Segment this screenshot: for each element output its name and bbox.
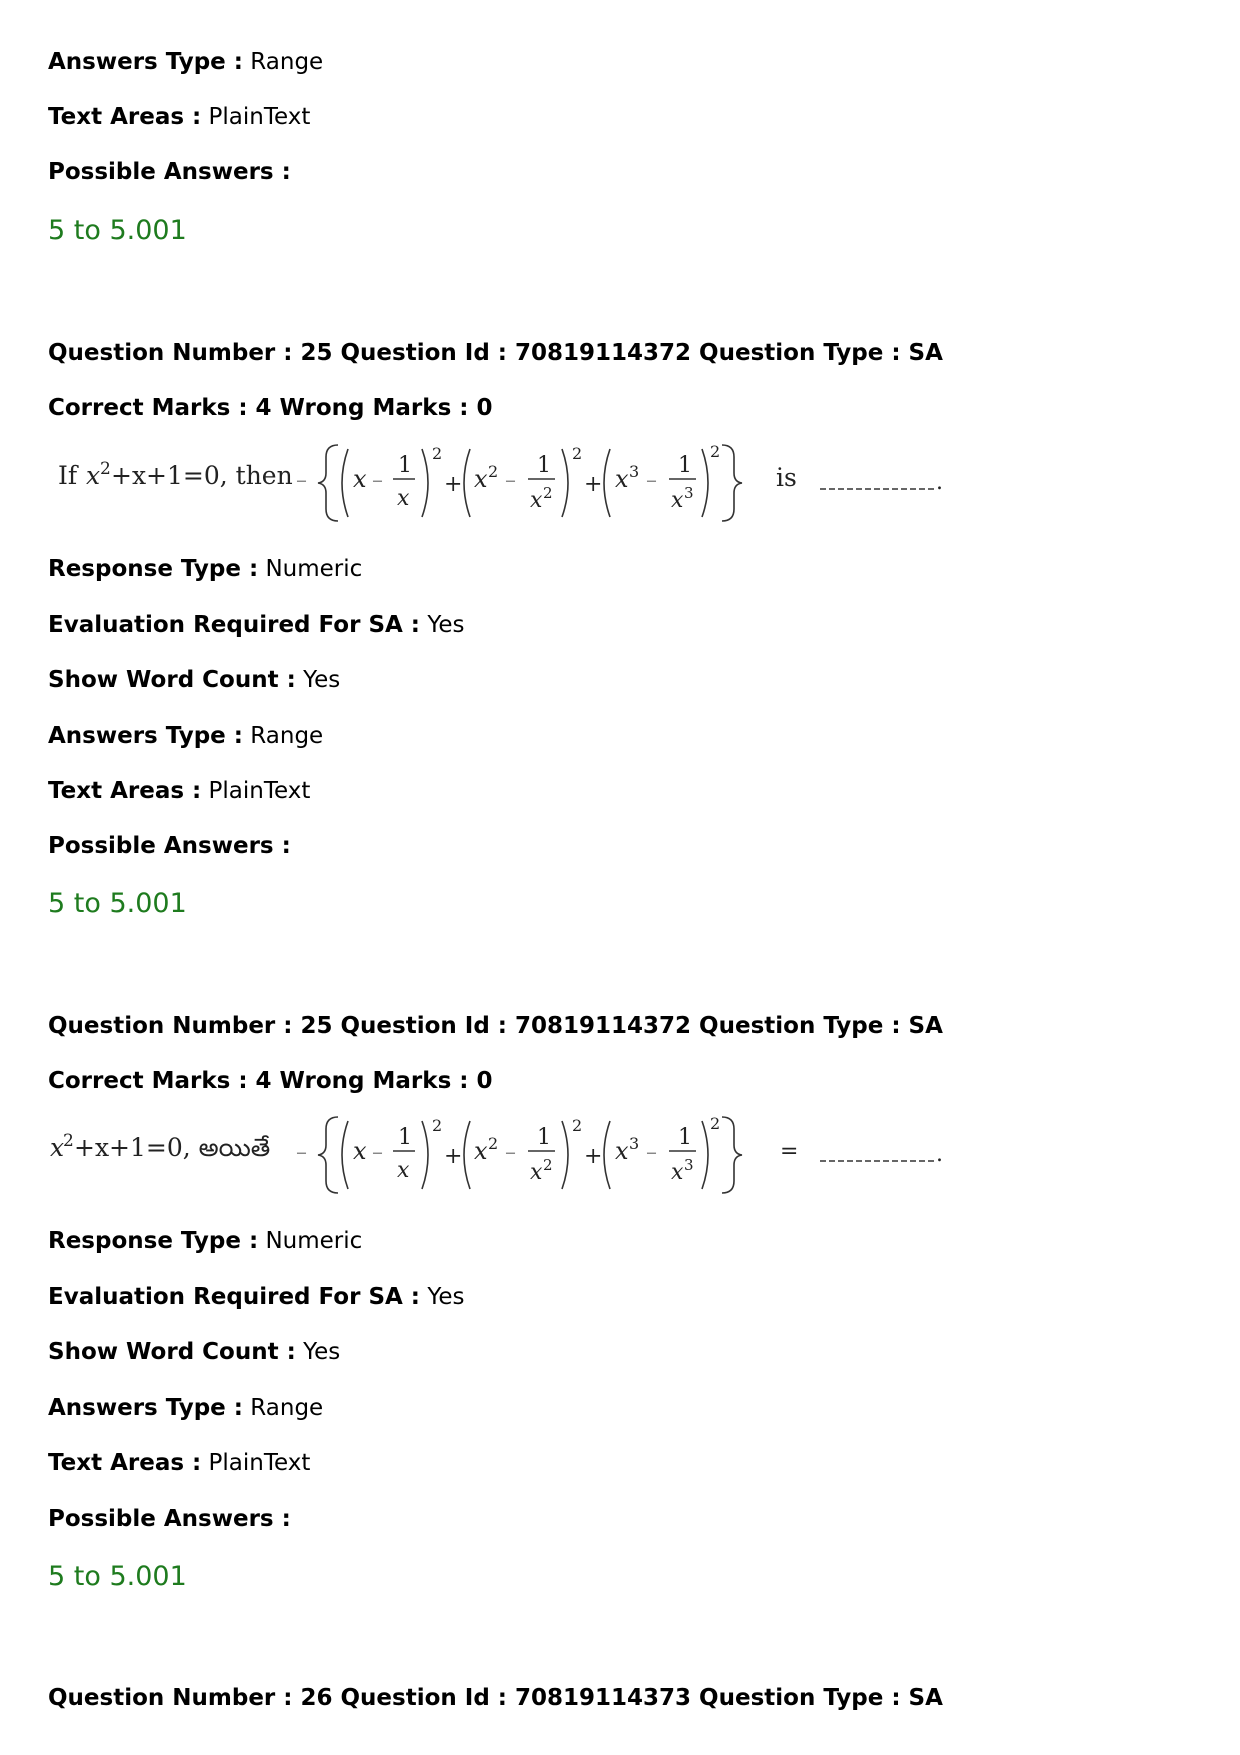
question-header: Question Number : 25 Question Id : 70819114372 Question Type : SA (48, 1013, 943, 1039)
math-left-brace (318, 445, 338, 521)
math-tail: = (780, 1139, 799, 1164)
svg-text:–: – (372, 468, 383, 493)
svg-text:x: x (397, 1158, 410, 1183)
evaluation-required-row: Evaluation Required For SA : Yes (48, 1284, 465, 1310)
svg-text:–: – (372, 1140, 383, 1165)
answers-type-value: Range (250, 49, 324, 75)
possible-answers-label: Possible Answers : (48, 159, 291, 185)
math-cond-x: x (86, 461, 101, 490)
math-tail: is (776, 463, 797, 492)
svg-text:x: x (530, 488, 543, 513)
svg-text:1: 1 (678, 453, 692, 478)
math-cond-exp: 2 (100, 459, 111, 479)
math-cond-rest: +x+1=0, అయితే (74, 1133, 271, 1162)
svg-text:2: 2 (432, 1116, 443, 1135)
question-math-image (50, 437, 950, 527)
svg-text:.: . (936, 1142, 943, 1167)
math-paren (562, 449, 568, 517)
text-areas-row: Text Areas : PlainText (48, 1450, 311, 1476)
svg-text:x: x (615, 1137, 629, 1165)
svg-text:2: 2 (543, 1156, 553, 1174)
math-paren (604, 449, 610, 517)
svg-text:x: x (397, 486, 410, 511)
svg-text:1: 1 (537, 453, 551, 478)
answers-type-row: Answers Type : Range (48, 723, 324, 749)
show-word-count-row: Show Word Count : Yes (48, 1339, 341, 1365)
text-areas-row: Text Areas : PlainText (48, 778, 311, 804)
math-cond-x: x (50, 1133, 65, 1162)
svg-text:2: 2 (432, 444, 443, 463)
possible-answer-value: 5 to 5.001 (48, 215, 187, 246)
svg-text:1: 1 (398, 1125, 412, 1150)
svg-text:2: 2 (710, 442, 721, 461)
svg-text:x: x (615, 465, 629, 493)
svg-text:1: 1 (537, 1125, 551, 1150)
text-areas-value: PlainText (208, 104, 311, 130)
svg-text:1: 1 (398, 453, 412, 478)
answers-type-row: Answers Type : Range (48, 1395, 324, 1421)
possible-answer-value: 5 to 5.001 (48, 888, 187, 919)
svg-text:2: 2 (488, 1134, 499, 1153)
svg-text:–: – (505, 468, 516, 493)
math-paren (342, 1121, 348, 1189)
svg-text:x: x (530, 1160, 543, 1185)
possible-answers-row (48, 157, 291, 187)
possible-answers-row: Possible Answers : (48, 833, 291, 859)
question-marks: Correct Marks : 4 Wrong Marks : 0 (48, 395, 493, 421)
math-cond-rest: +x+1=0, then (111, 461, 293, 490)
svg-text:x: x (474, 465, 488, 493)
svg-text:2: 2 (710, 1114, 721, 1133)
svg-text:–: – (505, 1140, 516, 1165)
math-paren (604, 1121, 610, 1189)
response-type-row: Response Type : Numeric (48, 1228, 363, 1254)
svg-text:2: 2 (543, 484, 553, 502)
answers-type-label: Answers Type : (48, 49, 243, 75)
svg-text:+: + (444, 1144, 463, 1169)
svg-text:+: + (444, 472, 463, 497)
possible-answer-value: 5 to 5.001 (48, 1561, 187, 1592)
math-paren (702, 449, 708, 517)
svg-text:3: 3 (684, 484, 694, 502)
svg-text:3: 3 (684, 1156, 694, 1174)
math-paren (422, 449, 428, 517)
math-paren (422, 1121, 428, 1189)
svg-text:–: – (646, 468, 657, 493)
svg-text:3: 3 (629, 462, 640, 481)
math-left-brace (318, 1117, 338, 1193)
svg-text:2: 2 (572, 444, 583, 463)
question-header: Question Number : 26 Question Id : 70819114373 Question Type : SA (48, 1685, 943, 1711)
svg-text:2: 2 (488, 462, 499, 481)
question-math-image (50, 1109, 950, 1199)
svg-text:1: 1 (678, 1125, 692, 1150)
math-minus: – (296, 468, 307, 493)
possible-answers-row: Possible Answers : (48, 1506, 291, 1532)
evaluation-required-row: Evaluation Required For SA : Yes (48, 612, 465, 638)
math-paren (342, 449, 348, 517)
text-areas-label: Text Areas : (48, 104, 202, 130)
svg-text:x: x (671, 488, 684, 513)
math-paren (464, 449, 470, 517)
answers-type-row (48, 47, 323, 77)
svg-text:x: x (353, 1137, 367, 1165)
svg-text:+: + (584, 1144, 603, 1169)
math-lead: If (58, 461, 78, 490)
math-minus: – (296, 1140, 307, 1165)
svg-text:x: x (671, 1160, 684, 1185)
svg-text:3: 3 (629, 1134, 640, 1153)
question-header: Question Number : 25 Question Id : 70819114372 Question Type : SA (48, 340, 943, 366)
svg-text:2: 2 (572, 1116, 583, 1135)
svg-text:x: x (474, 1137, 488, 1165)
svg-text:+: + (584, 472, 603, 497)
text-areas-row (48, 102, 310, 132)
show-word-count-row: Show Word Count : Yes (48, 667, 341, 693)
math-paren (464, 1121, 470, 1189)
math-right-brace (722, 445, 742, 521)
math-paren (702, 1121, 708, 1189)
math-paren (562, 1121, 568, 1189)
svg-text:–: – (646, 1140, 657, 1165)
svg-text:.: . (936, 470, 943, 495)
math-right-brace (722, 1117, 742, 1193)
response-type-row: Response Type : Numeric (48, 556, 363, 582)
svg-text:x: x (353, 465, 367, 493)
math-cond-exp: 2 (63, 1131, 74, 1151)
question-marks: Correct Marks : 4 Wrong Marks : 0 (48, 1068, 493, 1094)
